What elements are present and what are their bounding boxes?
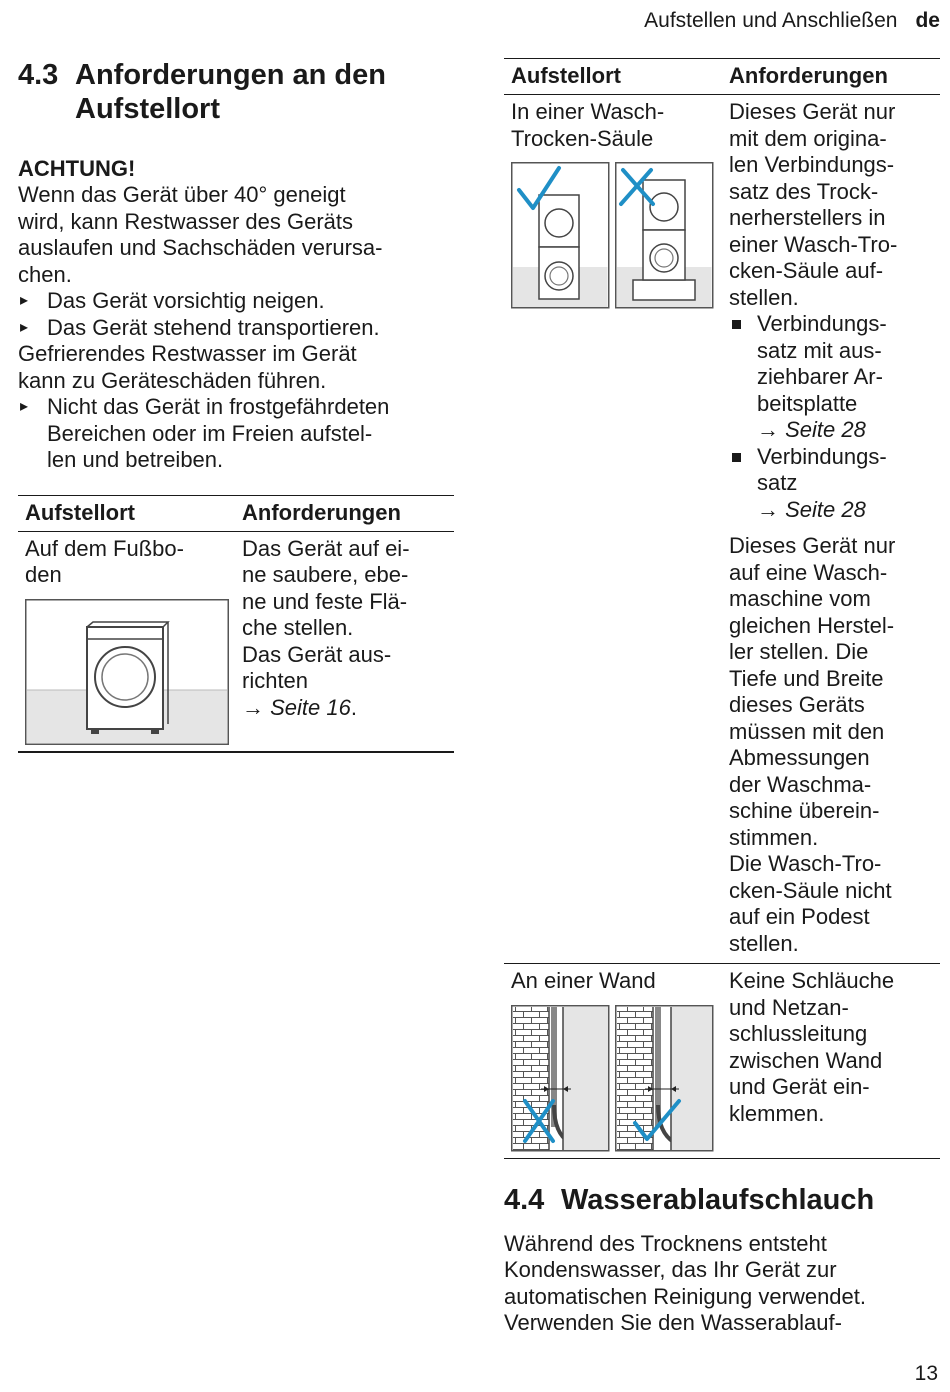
section-title-line: Anforderungen an den [75,59,386,91]
text-line: müssen mit den [729,718,885,744]
text-line: wird, kann Restwasser des Geräts [18,208,354,234]
wall-clearance-illustration [511,1005,715,1152]
section-title [75,58,386,126]
arrow-right-icon: → [757,417,779,442]
text-line: Das Gerät auf ei- [242,535,410,561]
text-line: cken-Säule nicht [729,877,892,903]
text-line: Verbindungs- [757,443,887,469]
text-line: len Verbindungs- [729,152,895,177]
text-line: stimmen. [729,824,819,850]
page-reference[interactable] [729,417,933,444]
text-line: maschine vom [729,586,871,611]
text-line: Bereichen oder im Freien aufstel- [47,420,373,446]
bullet-item [729,311,933,417]
text-line: der Waschma- [729,771,872,797]
text-line: stellen. [729,284,799,310]
text-line: auf eine Wasch- [729,559,888,585]
page-reference-link[interactable]: Seite 28 [785,417,866,442]
text-line: auf ein Podest [729,904,870,929]
text-line: len und betreiben. [47,447,224,472]
col-header-requirements: Anforderungen [235,495,454,531]
text-line: satz des Trock- [729,178,879,204]
text-line: che stellen. [242,615,354,640]
header-section-title: Aufstellen und Anschließen [644,9,898,32]
text-line: Dieses Gerät nur [729,99,896,124]
text-line: klemmen. [729,1100,825,1126]
bullet-item [729,444,933,497]
section-number: 4.4 [504,1183,545,1216]
step-item: ▸ Das Gerät stehend transportieren. [18,315,454,342]
left-column [18,58,454,753]
page-reference[interactable] [729,497,933,524]
location-cell [504,964,722,1159]
text-line: kann zu Geräteschäden führen. [18,367,327,393]
text-line: schlussleitung [729,1021,868,1046]
text-line: Verbindungs- [757,311,887,336]
col-header-requirements: Anforderungen [722,59,940,95]
text-line: stellen. [729,930,799,956]
warning-text-1 [18,182,454,288]
arrow-right-icon: → [242,694,264,720]
page-number: 13 [914,1362,938,1385]
text-line: Trocken-Säule [511,125,654,151]
location-cell [18,531,235,752]
text-line: dieses Geräts [729,692,865,717]
page-reference-link[interactable]: Seite 16 [270,694,351,720]
requirements-cell [722,95,940,964]
text-line: einer Wasch-Tro- [729,231,898,257]
stacked-washer-dryer-illustration [511,162,715,309]
text-line: und Netzan- [729,994,849,1020]
location-table [504,58,940,1159]
section-4-4-heading [504,1183,940,1217]
text-line: Kondenswasser, das Ihr Gerät zur [504,1257,837,1282]
page-reference-link[interactable]: Seite 28 [785,496,866,522]
text-line: satz [757,470,798,495]
text-line: Keine Schläuche [729,968,895,993]
section-4-4-body [504,1231,940,1337]
text-line: chen. [18,261,72,287]
section-title-line: Aufstellort [75,93,220,125]
requirements-cell [235,531,454,752]
step-item: ▸ Das Gerät vorsichtig neigen. [18,288,454,315]
text-line: schine überein- [729,798,880,823]
text-line: ne und feste Flä- [242,588,408,614]
col-header-location: Aufstellort [504,59,722,95]
warning-text-2 [18,341,454,394]
section-title: Wasserablaufschlauch [561,1183,875,1216]
section-number: 4.3 [18,59,59,91]
warning-title: ACHTUNG! [18,156,136,181]
text-line: An einer Wand [511,968,656,993]
text-line: ne saubere, ebe- [242,562,409,587]
text-line: Abmessungen [729,745,870,770]
page-reference[interactable]: → Seite 16. [242,694,357,720]
text-line: Auf dem Fußbo- [25,535,184,561]
col-header-location: Aufstellort [18,495,235,531]
text-line: ziehbarer Ar- [757,364,883,389]
text-line: und Gerät ein- [729,1074,870,1099]
text-line: Verwenden Sie den Wasserablauf- [504,1310,842,1335]
text-line: Wenn das Gerät über 40° geneigt [18,182,346,207]
text-line: Während des Trocknens entsteht [504,1230,827,1256]
text-line: cken-Säule auf- [729,258,884,283]
text-line: ▸ Nicht das Gerät in frostgefährdeten [47,394,390,419]
text-line: Das Gerät aus- [242,641,392,667]
location-cell [504,95,722,964]
text-line: automatischen Reinigung verwendet. [504,1283,867,1309]
right-column [504,58,940,1337]
requirements-cell [722,964,940,1159]
section-4-3-heading [18,58,454,126]
text-line: Gefrierendes Restwasser im Gerät [18,341,357,366]
text-line: Die Wasch-Tro- [729,851,882,876]
text-line: satz mit aus- [757,337,882,363]
text-line: den [25,562,62,587]
text-line: zwischen Wand [729,1047,883,1073]
step-item [18,394,454,474]
text-line: ler stellen. Die [729,639,869,664]
text-line: richten [242,668,309,693]
text-line: gleichen Herstel- [729,612,895,638]
text-line: nerherstellers in [729,205,886,230]
text-line: mit dem origina- [729,125,887,151]
dryer-on-floor-illustration [25,599,229,745]
text-line: beitsplatte [757,390,858,416]
page-header [644,6,940,36]
text-line: In einer Wasch- [511,99,665,124]
location-table-floor [18,495,454,753]
arrow-right-icon: → [757,496,779,522]
text-line: Tiefe und Breite [729,665,884,691]
text-line: Dieses Gerät nur [729,533,896,558]
header-language: de [915,9,940,32]
text-line: auslaufen und Sachschäden verursa- [18,235,383,260]
